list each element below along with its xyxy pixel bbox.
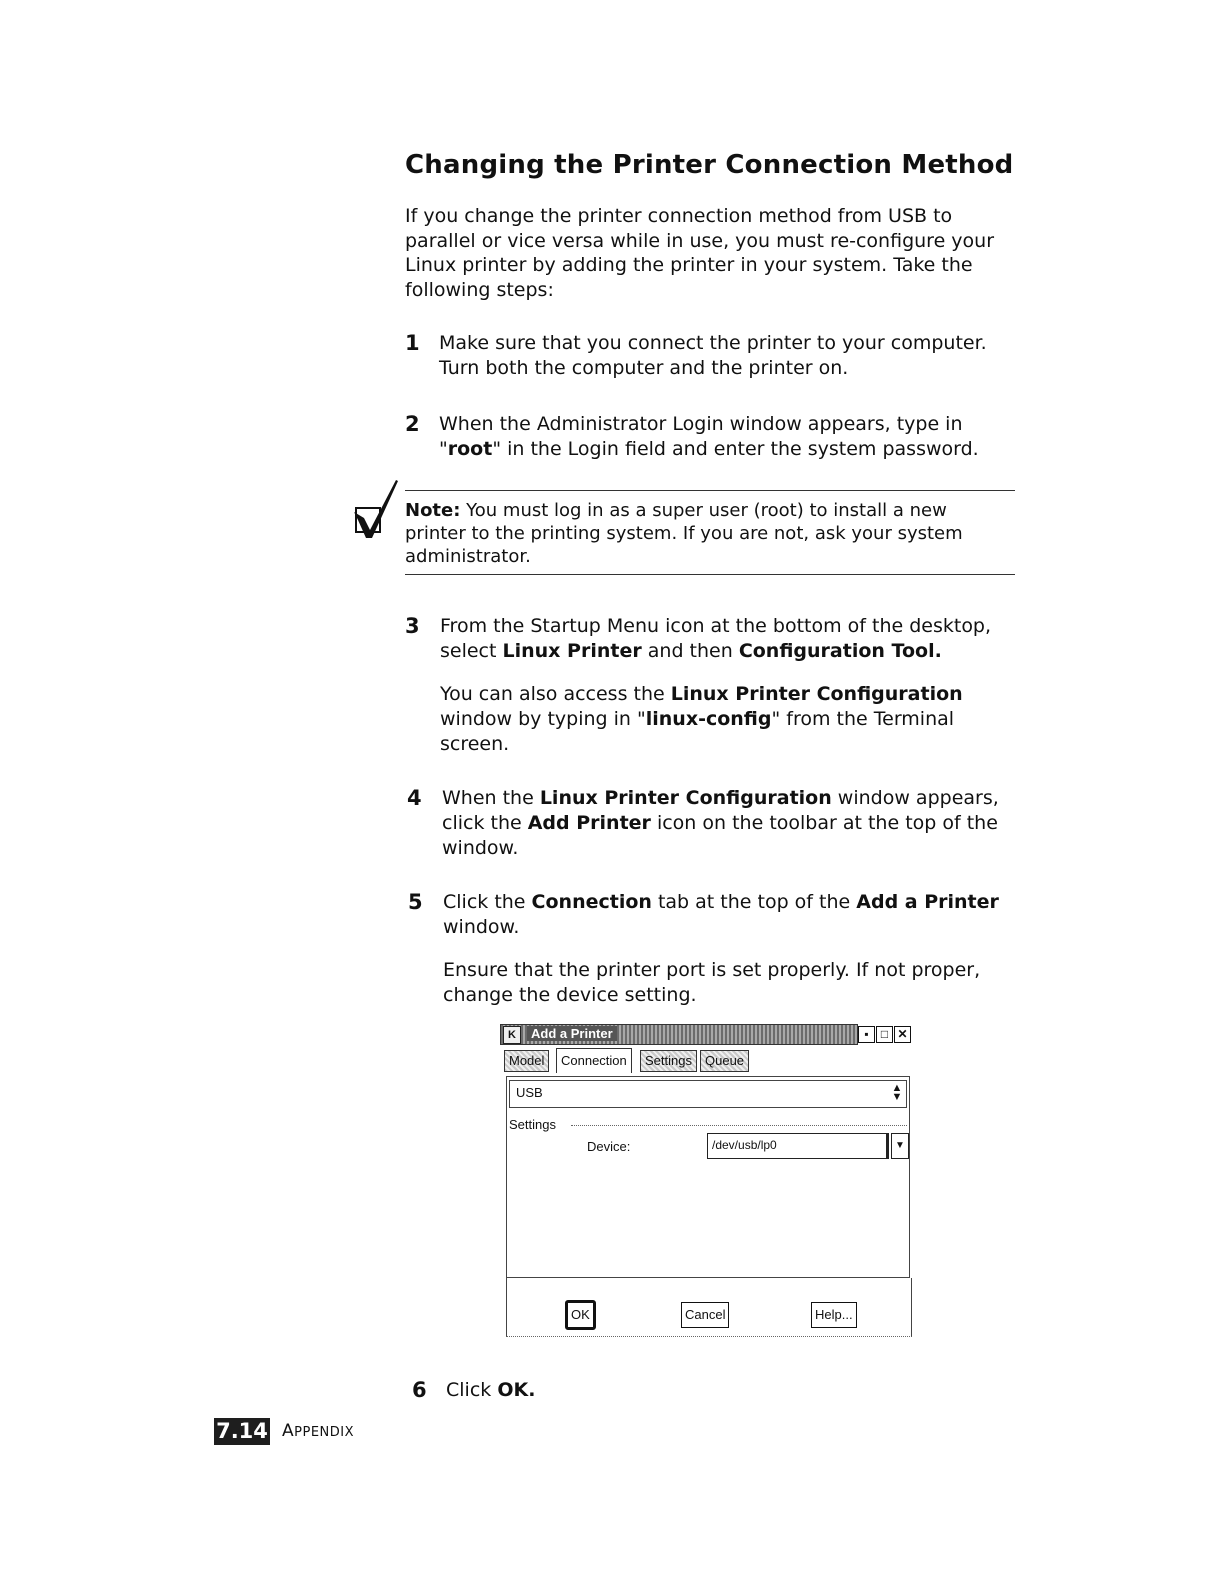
step-5-subtext: Ensure that the printer port is set properly. If not proper, change the device setting. (443, 959, 981, 1006)
step-number: 5 (408, 890, 423, 914)
dialog-titlebar[interactable] (500, 1024, 858, 1045)
settings-divider (571, 1125, 907, 1126)
tab-queue[interactable]: Queue (700, 1050, 749, 1072)
step-text-span: window. (443, 916, 520, 938)
connection-type-value: USB (516, 1085, 543, 1100)
step-text-span: in the Login field and enter the system password. (501, 438, 979, 460)
step-number: 4 (407, 786, 422, 810)
step-text-span: . (934, 640, 942, 662)
spin-arrows-icon[interactable]: ▲ ▼ (891, 1082, 903, 1103)
step-1-text (439, 331, 987, 381)
device-label: Device: (587, 1139, 631, 1154)
step-3-text (440, 614, 991, 664)
note-box (405, 490, 1015, 575)
step-text-span: screen. (440, 733, 510, 755)
step-text-span: window by typing in " (440, 708, 646, 730)
section-label-rest: PPENDIX (294, 1425, 355, 1440)
close-icon[interactable]: ✕ (894, 1026, 911, 1043)
tab-connection[interactable]: Connection (556, 1048, 632, 1073)
note-body: You must log in as a super user (root) to install a new printer to the printing system. If you are not, ask your system administrator. (405, 500, 963, 567)
step-text-span: window appears, (831, 787, 999, 809)
step-bold-term: Add Printer (527, 812, 651, 834)
step-text-span: window. (442, 837, 519, 859)
step-bold-term: Linux Printer (502, 640, 642, 662)
step-bold-term: Add a Printer (856, 891, 999, 913)
step-bold-term: Connection (531, 891, 652, 913)
step-bold-term: linux-config (645, 708, 772, 730)
note-text (405, 499, 1005, 568)
intro-paragraph: If you change the printer connection method from USB to parallel or vice versa while in use, you must re-configure your Linux printer by adding the printer in your system. Take the following steps: (405, 205, 995, 301)
device-input[interactable] (707, 1133, 889, 1159)
kde-logo-icon[interactable]: K (503, 1026, 521, 1044)
step-text-span: " (492, 438, 502, 460)
step-text-span: tab at the top of the (651, 891, 857, 913)
step-bold-term: Linux Printer Configuration (670, 683, 963, 705)
tab-model[interactable]: Model (504, 1050, 549, 1072)
step-bold-term: root (447, 438, 493, 460)
step-text-span: click the (442, 812, 528, 834)
step-bold-term: Configuration Tool (738, 640, 935, 662)
step-text-span: icon on the toolbar at the top of the (650, 812, 998, 834)
step-3-subtext (440, 682, 963, 757)
cancel-button[interactable]: Cancel (681, 1302, 729, 1328)
step-text-span: Click the (443, 891, 532, 913)
add-printer-dialog (500, 1024, 912, 1340)
section-label-initial: A (282, 1421, 295, 1441)
step-number: 6 (412, 1378, 427, 1402)
step-text-span: You can also access the (440, 683, 671, 705)
connection-panel (506, 1076, 910, 1278)
minimize-icon[interactable]: ▪ (858, 1026, 875, 1043)
step-1-line: Make sure that you connect the printer to your computer. (439, 332, 987, 354)
step-6-text (446, 1378, 535, 1403)
step-text-span: select (440, 640, 503, 662)
step-text-span: . (528, 1379, 536, 1401)
page-title: Changing the Printer Connection Method (405, 150, 1014, 180)
step-number: 3 (405, 614, 420, 638)
page-number-badge: 7.14 (214, 1418, 270, 1445)
note-label: Note: (405, 500, 461, 521)
section-label (282, 1421, 354, 1441)
dropdown-arrow-icon[interactable]: ▼ (891, 1133, 909, 1159)
help-button[interactable]: Help... (811, 1302, 857, 1328)
ok-button[interactable]: OK (565, 1300, 596, 1330)
step-number: 1 (405, 331, 420, 355)
connection-type-select[interactable] (509, 1080, 907, 1108)
step-4-text (442, 786, 999, 861)
step-5-text (443, 890, 999, 940)
step-text-span: When the Administrator Login window appears, type in (439, 413, 963, 435)
maximize-icon[interactable]: □ (876, 1026, 893, 1043)
device-value: /dev/usb/lp0 (712, 1138, 777, 1152)
tab-settings[interactable]: Settings (640, 1050, 697, 1072)
step-bold-term: Linux Printer Configuration (539, 787, 832, 809)
step-text-span: Click (446, 1379, 498, 1401)
settings-group-label: Settings (509, 1117, 556, 1132)
step-text-span: From the Startup Menu icon at the bottom of the desktop, (440, 615, 992, 637)
step-text-span: and then (641, 640, 739, 662)
checkmark-note-icon (352, 478, 404, 542)
step-number: 2 (405, 412, 420, 436)
step-text-span: When the (442, 787, 540, 809)
step-2-text (439, 412, 979, 462)
dialog-title: Add a Printer (527, 1026, 617, 1041)
step-1-line: Turn both the computer and the printer on. (439, 357, 849, 379)
step-bold-term: OK (497, 1379, 529, 1401)
step-text-span: " (439, 438, 448, 460)
dialog-button-bar (506, 1278, 912, 1337)
step-text-span: " from the Terminal (771, 708, 955, 730)
